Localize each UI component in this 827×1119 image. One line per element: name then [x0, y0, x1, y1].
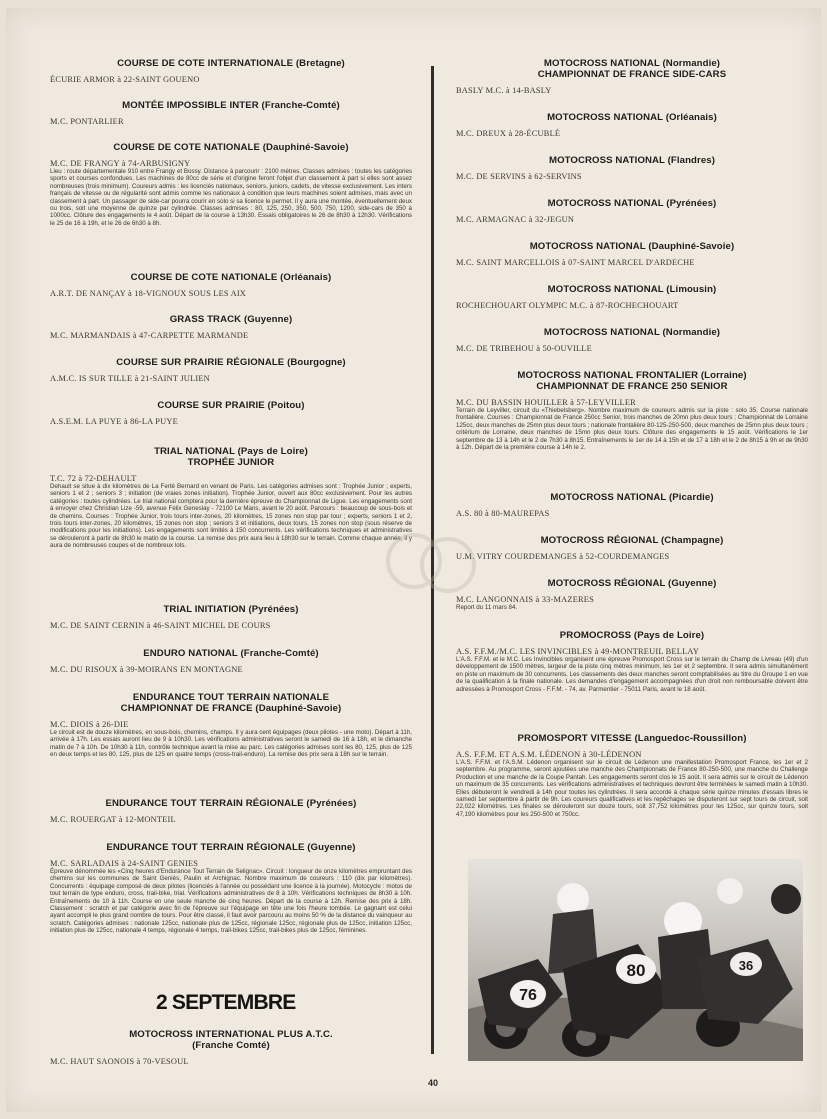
event-club: M.C. SAINT MARCELLOIS à 07-SAINT MARCEL D'ARDECHE	[456, 258, 695, 267]
event-club: M.C. DE SERVINS à 62-SERVINS	[456, 172, 582, 181]
event-club: A.R.T. DE NANÇAY à 18-VIGNOUX SOUS LES AIX	[50, 289, 247, 298]
event-motocross-flandres	[456, 155, 808, 181]
event-montee-impossible	[50, 100, 412, 126]
racing-photo-illustration	[468, 859, 803, 1061]
event-club: M.C. MARMANDAIS à 47-CARPETTE MARMANDE	[50, 331, 249, 340]
event-title: MOTOCROSS NATIONAL (Picardie)	[550, 492, 714, 503]
event-club: M.C. DU RISOUX à 39-MOIRANS EN MONTAGNE	[50, 665, 243, 674]
event-title: MOTOCROSS NATIONAL (Orléanais)	[547, 112, 717, 123]
event-club: M.C. DREUX à 28-ÉCUBLÉ	[456, 129, 561, 138]
event-club: A.S. F.F.M. ET A.S.M. LÉDENON à 30-LÉDENON	[456, 750, 642, 759]
event-title: COURSE DE COTE INTERNATIONALE (Bretagne)	[117, 58, 345, 69]
event-club: M.C. SARLADAIS à 24-SAINT GENIES	[50, 859, 199, 868]
event-club: T.C. 72 à 72-DEHAULT	[50, 474, 137, 483]
event-title: MOTOCROSS NATIONAL FRONTALIER (Lorraine)	[517, 370, 747, 381]
event-title: ENDURANCE TOUT TERRAIN RÉGIONALE (Guyenne)	[106, 842, 356, 853]
event-club: M.C. HAUT SAONOIS à 70-VESOUL	[50, 1057, 189, 1066]
event-title: MOTOCROSS NATIONAL (Limousin)	[547, 284, 717, 295]
magazine-page	[6, 8, 821, 1112]
event-title: MOTOCROSS NATIONAL (Flandres)	[548, 155, 715, 166]
event-motocross-orleanais	[456, 112, 808, 138]
event-club: U.M. VITRY COURDEMANGES à 52-COURDEMANGES	[456, 552, 670, 561]
event-title: ENDURANCE TOUT TERRAIN RÉGIONALE (Pyrénées)	[105, 798, 357, 809]
event-subtitle: CHAMPIONNAT DE FRANCE SIDE-CARS	[537, 69, 727, 80]
event-motocross-lorraine	[456, 370, 808, 451]
bike-number-76: 76	[519, 987, 537, 1004]
event-title: ENDURANCE TOUT TERRAIN NATIONALE	[132, 692, 330, 703]
event-trial-initiation	[50, 604, 412, 630]
event-course-cote-orleanais	[50, 272, 412, 298]
event-body: Report du 11 mars 84.	[456, 604, 518, 611]
event-prairie-bourgogne	[50, 357, 412, 383]
event-title: PROMOCROSS (Pays de Loire)	[559, 630, 705, 641]
event-subtitle: TROPHÉE JUNIOR	[187, 457, 275, 468]
event-motocross-atc	[50, 1029, 412, 1066]
event-title: MOTOCROSS NATIONAL (Pyrénées)	[547, 198, 717, 209]
event-club: M.C. ARMAGNAC à 32-JEGUN	[456, 215, 575, 224]
event-club: M.C. LANGONNAIS à 33-MAZERES	[456, 595, 594, 604]
event-motocross-pyrenees	[456, 198, 808, 224]
event-club: M.C. DE FRANGY à 74-ARBUSIGNY	[50, 159, 191, 168]
event-title: MOTOCROSS INTERNATIONAL PLUS A.T.C.	[129, 1029, 333, 1040]
racing-photo	[468, 859, 803, 1061]
watermark-logo	[386, 523, 481, 603]
event-body: Lieu : route départementale 910 entre Frangy et Bossy. Distance à parcourir : 2100 mètres. Classes admises : toutes les catégories sports et courses confondues. Les machines de 80cc de série et d'origine feront l'objet d'un classement à part si elles sont assez nombreuses (trois minimum). Coureurs admis : les licenciés nationaux, seniors, juniors, cadets, de vitesse exclusivement. Les inters français de vitesse ou de régularité sont admis comme les nationaux à condition que leurs machines soient admises, mais avec un classement à part. Un passager de side-car pourra courir en solo si sa licence le permet. Il y aura une montée, éventuellement deux ou trois, soit une moyenne de quinze par cylindrée. Classes admises : 80, 125, 250, 350, 500, 750, 1200, side-cars de 350 à 1000cc. Clôture des engagements le 4 août. Départ de la course à 13h30. Essais obligatoires le 26 de 8h30 à 12h30. Vérifications le 25 de 16 à 19h, et le 26 de 6h30 à 8h.	[50, 168, 412, 227]
event-subtitle: CHAMPIONNAT DE FRANCE (Dauphiné-Savoie)	[120, 703, 342, 714]
event-motocross-picardie	[456, 492, 808, 518]
event-club: ROCHECHOUART OLYMPIC M.C. à 87-ROCHECHOUART	[456, 301, 679, 310]
event-motocross-dauphine	[456, 241, 808, 267]
event-motocross-limousin	[456, 284, 808, 310]
event-endurance-pyrenees	[50, 798, 412, 824]
event-title: MOTOCROSS NATIONAL (Normandie)	[543, 58, 721, 69]
event-body: Épreuve dénommée les «Cinq heures d'Endurance Tout Terrain de Selignac». Circuit : longueur de onze kilomètres empruntant des chemins sur les communes de Saint Geniès, Paulin et Archignac. Nombre maximum de coureurs : 110 (dix par kilomètres). Concurrents : équipage composé de deux pilotes (licenciés à l'année ou possédant une licence à la journée). Motocycle : motos de tout terrain de type enduro, cross, trail-bike, trial. Vérifications administratives de 8 à 10h. Vérifications techniques de 8h30 à 10h. Entraînements de 10 à 11h. Course en une seule manche de cinq heures. Départ de la course à 12h. Remise des prix à 18h. Classement : scratch et par catégorie avec fin de l'épreuve sur l'équipage en tête une fois l'heure tombée. Le gagnant est celui ayant accompli le plus grand nombre de tours. Pour être classé, il faut avoir parcouru au moins 50 % de la distance du vainqueur au scratch. Catégories admises : nationale 125cc, nationale plus de 125cc, régionale 125cc, régionale plus de 125cc, initiation 125cc, initiation plus de 125cc, nationale 4 temps, régionale 4 temps, trail-bikes 125cc, trail-bikes plus de 125cc, féminines.	[50, 868, 412, 935]
event-club: ÉCURIE ARMOR à 22-SAINT GOUENO	[50, 75, 200, 84]
event-course-cote-dauphine	[50, 142, 412, 227]
event-motocross-guyenne	[456, 578, 808, 611]
event-title: TRIAL INITIATION (Pyrénées)	[163, 604, 299, 615]
event-title: COURSE DE COTE NATIONALE (Orléanais)	[130, 272, 332, 283]
event-club: M.C. ROUERGAT à 12-MONTEIL	[50, 815, 176, 824]
event-endurance-guyenne	[50, 842, 412, 935]
event-motocross-champagne	[456, 535, 808, 561]
event-body: Dehault se situe à dix kilomètres de La Ferté Bernard en venant de Paris. Les catégories admises sont : Trophée Junior ; experts, seniors 1 et 2 ; seniors 3 ; initiation (de vraies zones initiation). Trophée Junior, ouvert aux 80cc exclusivement. Pour les autres catégories : toutes cylindrées. Le trial national comptera pour la dernière épreuve du Championnat de Ligue. Les engagements sont à envoyer chez Christian Lize -59, avenue Félix Geneslay - 72100 Le Mans, avant le 20 août. Parcours : beaucoup de sous-bois et de chemins. Courses : Trophée Junior, trois tours inter-zones, 20 kilomètres, 15 zones non stop par tour ; experts, seniors 1 et 2, trois tours inter-zones, 20 kilomètres, 15 zones non stop ; seniors 3 et initiations, deux tours, 15 zones non stop (sous réserve de modifications pour les initiations). Les engagements sont limités à 150 concurrents. Les vérifications techniques et administratives se dérouleront à partir de 8h30 le matin de la course. La remise des prix aura lieu à 18h30 sur le terrain. Comme chaque année, il y aura de nombreuses coupes et de nombreux lots.	[50, 483, 412, 550]
event-title: MOTOCROSS RÉGIONAL (Guyenne)	[547, 578, 717, 589]
event-motocross-normandie	[456, 327, 808, 353]
bike-number-80: 80	[626, 961, 646, 980]
event-body: Le circuit est de douze kilomètres, en sous-bois, chemins, champs. Il y aura cent équipages (deux pilotes - une moto). Départ à 11h, arrivée à 17h. Les essais auront lieu de 9 à 10h30. Les vérifications administratives seront le samedi de 16 à 18h, et le dimanche matin de 7 à 10h. De 10h30 à 11h, contrôle technique avant la mise au parc. Les catégories admises sont les 80, 125, plus de 125 en deux temps et les 80, 125, plus de 125 en quatre temps (cross-trail-enduro). La remise des prix sera à 18h sur le terrain.	[50, 729, 412, 759]
event-motocross-normandie-sidecars	[456, 58, 808, 95]
event-club: A.M.C. IS SUR TILLE à 21-SAINT JULIEN	[50, 374, 210, 383]
event-body: L'A.S. F.F.M. et l'A.S.M. Lédenon organisent sur le circuit de Lédenon une manifestation Promosport France, les 1er et 2 septembre. Au programme, seront ajoutées une manche des Championnats de France 80-250-500, une manche du Challenge Production et une manche de la Coupe Pantah. Les engagements seront clos le 15 août. Il sera admis sur le circuit de Lédenon un maximum de 35 concurrents. Les vérifications administratives et techniques devront être terminées le samedi matin à 10h30. Elles débuteront le vendredi à 14h pour toutes les cylindrées. Il sera accordé à chaque série quinze minutes d'essais libres le samedi 1er septembre à partir de 9h. Les coureurs qualificatives et les repêchages se disputeront sur sept tours de circuit, soit 22,022 kilomètres. Les finales se dérouleront sur douze tours, soit 37,752 kilomètres pour les 125cc, sur quinze tours, soit 47,190 kilomètres pour les 250-500 et 750cc.	[456, 759, 808, 818]
event-club: BASLY M.C. à 14-BASLY	[456, 86, 552, 95]
event-title: ENDURO NATIONAL (Franche-Comté)	[143, 648, 319, 659]
event-endurance-nationale	[50, 692, 412, 759]
event-promosport-vitesse	[456, 733, 808, 818]
event-title: PROMOSPORT VITESSE (Languedoc-Roussillon)	[517, 733, 747, 744]
event-subtitle: (Franche Comté)	[192, 1040, 270, 1051]
page-number: 40	[428, 1078, 439, 1088]
event-title: TRIAL NATIONAL (Pays de Loire)	[154, 446, 308, 457]
event-promocross	[456, 630, 808, 693]
event-title: COURSE SUR PRAIRIE RÉGIONALE (Bourgogne)	[116, 357, 346, 368]
event-club: A.S. F.F.M./M.C. LES INVINCIBLES à 49-MONTREUIL BELLAY	[456, 647, 700, 656]
date-heading: 2 SEPTEMBRE	[156, 991, 296, 1014]
event-title: COURSE DE COTE NATIONALE (Dauphiné-Savoie)	[113, 142, 349, 153]
bike-number-36: 36	[738, 958, 754, 973]
event-club: A.S. 80 à 80-MAUREPAS	[456, 509, 550, 518]
event-title: COURSE SUR PRAIRIE (Poitou)	[157, 400, 305, 411]
event-trial-national	[50, 446, 412, 550]
event-title: MOTOCROSS NATIONAL (Dauphiné-Savoie)	[529, 241, 735, 252]
stamp-watermark	[386, 523, 481, 608]
event-title: GRASS TRACK (Guyenne)	[169, 314, 293, 325]
event-course-cote-inter-bretagne	[50, 58, 412, 84]
event-prairie-poitou	[50, 400, 412, 426]
event-club: M.C. DIOIS à 26-DIE	[50, 720, 129, 729]
event-body: L'A.S. F.F.M. et le M.C. Les Invincibles organisent une épreuve Promosport Cross sur le terrain du Champ de Livreau (49) d'un développement de 1500 mètres, largeur de la piste cinq mètres minimum, les 1er et 2 septembre. Il sera admis simultanément en piste un maximum de 30 concurrents. Les classements des deux manches seront comptabilisées au titre du Groupe 1 en vue de la qualification à la finale nationale. Les demandes d'engagement accompagnées d'un droit non remboursable doivent être adressées à Promosport Cross - F.F.M. - 74, av. Parmentier - 75011 Paris, avant le 18 août.	[456, 656, 808, 693]
event-enduro-national	[50, 648, 412, 674]
event-club: M.C. PONTARLIER	[50, 117, 124, 126]
event-club: M.C. DE SAINT CERNIN à 46-SAINT MICHEL DE COURS	[50, 621, 271, 630]
event-body: Terrain de Leyviller, circuit du «Thiebelsberg». Nombre maximum de coureurs admis sur la piste : solo 35. Course nationale frontalière. Courses : Championnat de France 250cc Senior, trois manches de 20mn plus deux tours ; Championnat de Lorraine 125cc, deux manches de 25mn plus deux tours ; nationale frontalière 80-125-250-500, deux manches de 25mn plus deux tours ; critérium de Lorraine, deux manches de 15mn plus deux tours. Clôture des engagements le 15 août. Vérifications le 1er septembre de 13 à 14h et le 2 de 7h30 à 8h15. Entraînements le 1er de 14 à 15h et de 17 à 18h et le 2 de 8h15 à 9h et de 9h30 à 12h. Départ de la première course à 14h le 2.	[456, 407, 808, 452]
event-subtitle: CHAMPIONNAT DE FRANCE 250 SENIOR	[536, 381, 728, 392]
event-club: M.C. DE TRIBEHOU à 50-OUVILLE	[456, 344, 592, 353]
event-club: M.C. DU BASSIN HOUILLER à 57-LEYVILLER	[456, 398, 636, 407]
event-club: A.S.E.M. LA PUYE à 86-LA PUYE	[50, 417, 178, 426]
event-title: MOTOCROSS NATIONAL (Normandie)	[543, 327, 721, 338]
event-grass-track	[50, 314, 412, 340]
event-title: MONTÉE IMPOSSIBLE INTER (Franche-Comté)	[122, 100, 340, 111]
event-title: MOTOCROSS RÉGIONAL (Champagne)	[540, 535, 724, 546]
